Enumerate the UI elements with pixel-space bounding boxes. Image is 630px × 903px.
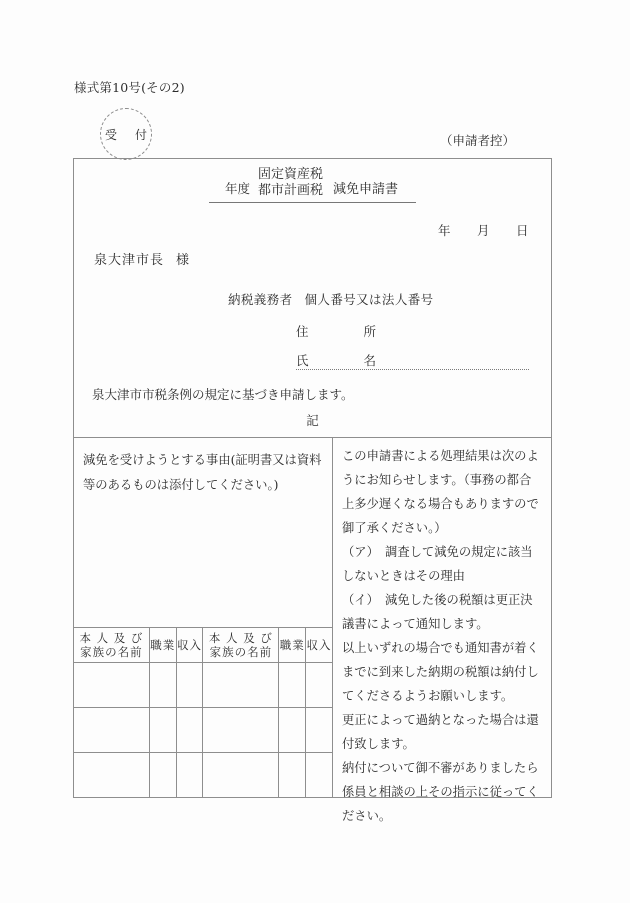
family-table-body: [74, 663, 332, 798]
column-header-income-1: 収入: [176, 628, 203, 663]
table-row: [74, 753, 332, 798]
column-header-name-2-line2: 家族の名前: [209, 645, 273, 659]
cell-income-1[interactable]: [176, 708, 203, 753]
cell-job-1[interactable]: [149, 663, 176, 708]
column-header-job-2: 職業: [279, 628, 306, 663]
column-header-income-2: 収入: [306, 628, 332, 663]
date-year-label: 年: [437, 223, 451, 238]
cell-income-1[interactable]: [176, 753, 203, 798]
receipt-stamp-label: 受 付: [104, 127, 150, 142]
reason-instruction-text: 減免を受けようとする事由(証明書又は資料等のあるものは添付してください。): [83, 453, 322, 493]
applicant-copy-label: （申請者控）: [440, 133, 516, 148]
date-day-label: 日: [515, 223, 529, 238]
column-header-job-1: 職業: [149, 628, 176, 663]
table-row: [74, 663, 332, 708]
column-header-name-2-line1: 本 人 及 び: [208, 630, 273, 645]
tax-type-stack: [258, 167, 323, 200]
cell-name-1[interactable]: [74, 663, 149, 708]
document-type-label: 減免申請書: [333, 181, 399, 197]
cell-name-1[interactable]: [74, 753, 149, 798]
form-upper-section: [74, 159, 551, 437]
form-title-underlined: [209, 167, 416, 203]
address-field-row: [296, 322, 386, 340]
cell-name-1[interactable]: [74, 708, 149, 753]
notice-column: [333, 438, 551, 823]
form-title-block: [74, 167, 551, 203]
family-table-head: [74, 628, 332, 663]
cell-name-2[interactable]: [203, 663, 279, 708]
submission-date-line: [412, 221, 529, 239]
tax-type-line-1: 固定資産税: [257, 167, 323, 182]
name-entry-dotted-line[interactable]: [296, 369, 529, 370]
taxpayer-label: 納税義務者: [228, 292, 293, 307]
table-row: [74, 708, 332, 753]
cell-income-2[interactable]: [306, 753, 332, 798]
name-label: 氏 名: [296, 353, 387, 368]
notice-line-6: 納付について御不審がありましたら係員と相談の上その指示に従ってください。: [342, 760, 539, 823]
addressee-name: 泉大津市長: [94, 253, 165, 268]
column-header-name-1-line2: 家族の名前: [80, 645, 143, 659]
column-header-name-1: [74, 628, 149, 663]
fiscal-year-label: 年度: [224, 180, 250, 196]
name-field-row: [296, 351, 386, 369]
form-lower-section: [74, 437, 551, 823]
tax-type-line-2: 都市計画税: [257, 183, 323, 199]
cell-income-2[interactable]: [306, 708, 332, 753]
family-income-table: [74, 627, 332, 797]
cell-name-2[interactable]: [203, 753, 279, 798]
notice-line-3: （イ） 減免した後の税額は更正決議書によって通知します。: [342, 592, 533, 631]
cell-job-2[interactable]: [279, 753, 306, 798]
date-month-label: 月: [476, 223, 490, 238]
cell-job-1[interactable]: [149, 753, 176, 798]
column-header-name-2: [203, 628, 279, 663]
addressee-line: [94, 249, 190, 268]
cell-job-1[interactable]: [149, 708, 176, 753]
cell-job-2[interactable]: [279, 663, 306, 708]
notice-line-5: 更正によって過納となった場合は還付致します。: [342, 712, 539, 751]
form-frame: [73, 158, 552, 823]
notice-line-2: （ア） 調査して減免の規定に該当しないときはその理由: [342, 544, 533, 583]
cell-income-2[interactable]: [306, 663, 332, 708]
column-header-name-1-line1: 本 人 及 び: [79, 630, 144, 645]
notice-line-4: 以上いずれの場合でも通知書が着くまでに到来した納期の税額は納付してくださるようお願いします。: [342, 640, 539, 703]
cell-name-2[interactable]: [203, 708, 279, 753]
taxpayer-line: [228, 290, 434, 308]
taxpayer-number-label: 個人番号又は法人番号: [304, 292, 434, 307]
notice-line-1: この申請書による処理結果は次のようにお知らせします。（事務の都合上多少遅くなる場合もありますので御了承ください。）: [342, 449, 539, 535]
reason-column: [74, 438, 333, 797]
addressee-honorific: 様: [176, 253, 191, 268]
receipt-stamp-circle: [100, 108, 152, 160]
cell-job-2[interactable]: [279, 708, 306, 753]
ki-marker: 記: [306, 413, 319, 428]
form-code-label: 様式第10号(その2): [74, 80, 185, 95]
application-statement: 泉大津市市税条例の規定に基づき申請します。: [92, 387, 354, 402]
cell-income-1[interactable]: [176, 663, 203, 708]
address-label: 住 所: [296, 324, 387, 339]
table-header-row: [74, 628, 332, 663]
